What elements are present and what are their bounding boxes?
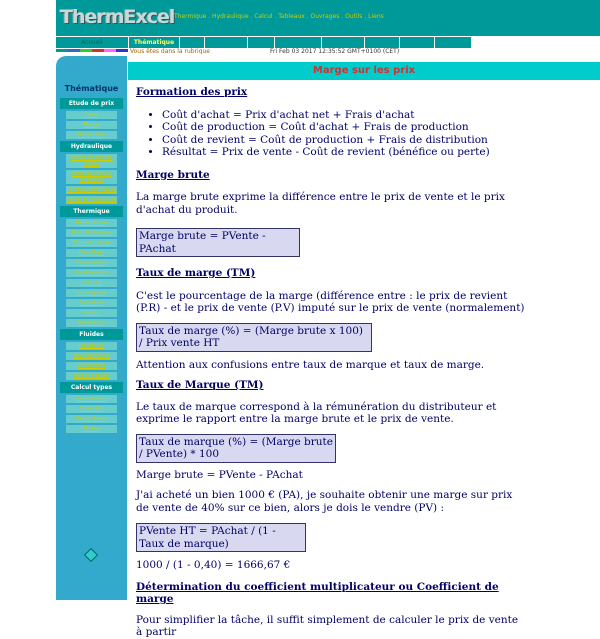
formation-list [136, 109, 526, 159]
sidebar-item[interactable]: Air humide [66, 362, 117, 370]
sidebar-item[interactable]: Emissions [66, 299, 117, 307]
tab-5[interactable] [248, 37, 274, 48]
sidebar-item[interactable]: Ventilation [66, 319, 117, 327]
paragraph: J'ai acheté un bien 1000 € (PA), je souhaite obtenir une marge sur prix de vente de 40% sur ce bien, alors je dois le vendre (PV) : [136, 489, 513, 514]
paragraph: 1000 / (1 - 0,40) = 1666,67 € [136, 559, 291, 571]
tab-10[interactable] [435, 37, 471, 48]
site-logo[interactable]: ThermExcel [60, 6, 175, 28]
list-item: • Résultat = Prix de vente - Coût de revient (bénéfice ou perte) [162, 146, 526, 159]
sidebar-item[interactable]: Chauffage [66, 249, 117, 257]
top-navigation [56, 37, 600, 48]
list-item: • Coût de revient = Coût de production + Frais de distribution [162, 134, 526, 147]
sidebar-section-fluides: Fluides [60, 329, 123, 340]
diamond-icon[interactable] [84, 548, 98, 562]
sidebar-item[interactable]: Psychrométrie [66, 352, 117, 360]
article-body [136, 86, 526, 639]
site-header [56, 0, 600, 36]
sidebar-item[interactable]: Propriétés [66, 342, 117, 350]
formula-box: PVente HT = PAchat / (1 - Taux de marque) [136, 523, 306, 552]
formula-box: Taux de marque (%) = (Marge brute / PVente) * 100 [136, 434, 336, 463]
tab-7[interactable] [322, 37, 364, 48]
tab-3[interactable] [180, 37, 204, 48]
sidebar [56, 56, 127, 600]
heading-coefficient: Détermination du coefficient multiplicateur ou Coefficient de marge [136, 580, 499, 605]
paragraph: Attention aux confusions entre taux de marque et taux de marge. [136, 358, 485, 371]
datetime-display: Fri Feb 03 2017 12:35:52 GMT+0100 (CET) [270, 48, 400, 55]
sidebar-menu [60, 98, 123, 435]
paragraph: Le taux de marque correspond à la rémunération du distributeur et exprime le rapport entre la marge brute et le prix de vente. [136, 400, 497, 425]
sidebar-item[interactable]: Outils divers [66, 415, 117, 423]
site-tagline: Thermique . Hydraulique . Calcul . Tableaux . Ouvrages . Outils . Liens [174, 13, 384, 20]
sidebar-item[interactable]: Vapeur [66, 309, 117, 317]
heading-taux-marque: Taux de Marque (TM) [136, 379, 264, 391]
sidebar-item[interactable]: Rentabilité [66, 131, 117, 139]
sidebar-item[interactable]: Pompes centrifuges [66, 187, 117, 193]
sidebar-section-etude: Etude de prix [60, 98, 123, 109]
sidebar-item[interactable]: Unités [66, 425, 117, 433]
sidebar-item[interactable]: Devis [66, 111, 117, 119]
sidebar-item[interactable]: Echangeurs [66, 289, 117, 297]
tab-8[interactable] [365, 37, 399, 48]
sidebar-item[interactable]: Déperditions [66, 219, 117, 227]
sidebar-section-thermique: Thermique [60, 206, 123, 217]
main-content [128, 56, 600, 638]
list-item: • Coût d'achat = Prix d'achat net + Frais d'achat [162, 109, 526, 122]
sidebar-item[interactable]: Conversions [66, 395, 117, 403]
sidebar-item[interactable]: Bilan thermique [66, 229, 117, 237]
sidebar-item[interactable]: Marge [66, 121, 117, 129]
sidebar-item[interactable]: Perte de charge singulière [66, 170, 117, 184]
sidebar-item[interactable]: Formules [66, 405, 117, 413]
sidebar-title: Thématique [64, 84, 119, 93]
sidebar-item[interactable]: Climatisation [66, 259, 117, 267]
sidebar-item[interactable]: Isolation [66, 279, 117, 287]
sidebar-item[interactable]: Condensation [66, 269, 117, 277]
page-corner [0, 0, 56, 36]
sidebar-item[interactable]: Pertes de charge réseau [66, 154, 117, 168]
paragraph: C'est le pourcentage de la marge (différence entre : le prix de revient (P.R) - et le prix de vente (P.V) imputé sur le prix de vente (normalement) [136, 289, 525, 314]
sidebar-item[interactable]: Conduits ventilation [66, 197, 117, 203]
heading-formation: Formation des prix [136, 86, 248, 98]
tab-6[interactable] [275, 37, 321, 48]
breadcrumb: Vous êtes dans la rubrique [130, 48, 211, 55]
formula-box: Marge brute = PVente - PAchat [136, 228, 300, 257]
tab-thematique[interactable]: Thématique [129, 37, 179, 48]
tab-4[interactable] [205, 37, 247, 48]
sidebar-item[interactable]: Eau et vapeur [66, 372, 117, 380]
tab-9[interactable] [400, 37, 434, 48]
page-title: Marge sur les prix [128, 62, 600, 80]
list-item: • Coût de production = Coût d'achat + Frais de production [162, 121, 526, 134]
sidebar-section-calcul: Calcul types [60, 382, 123, 393]
paragraph: Pour simplifier la tâche, il suffit simplement de calculer le prix de vente à partir [136, 613, 519, 638]
paragraph: La marge brute exprime la différence entre le prix de vente et le prix d'achat du produit. [136, 191, 505, 216]
tab-accueil[interactable]: Accueil [56, 37, 128, 48]
heading-marge-brute: Marge brute [136, 168, 210, 181]
formula-box: Taux de marge (%) = (Marge brute x 100) / Prix vente HT [136, 323, 372, 352]
color-strip [56, 48, 128, 54]
sidebar-item[interactable]: Flux thermique [66, 239, 117, 247]
sidebar-section-hydraulique: Hydraulique [60, 141, 123, 152]
heading-taux-marge: Taux de marge (TM) [136, 267, 256, 279]
paragraph: Marge brute = PVente - PAchat [136, 468, 303, 481]
